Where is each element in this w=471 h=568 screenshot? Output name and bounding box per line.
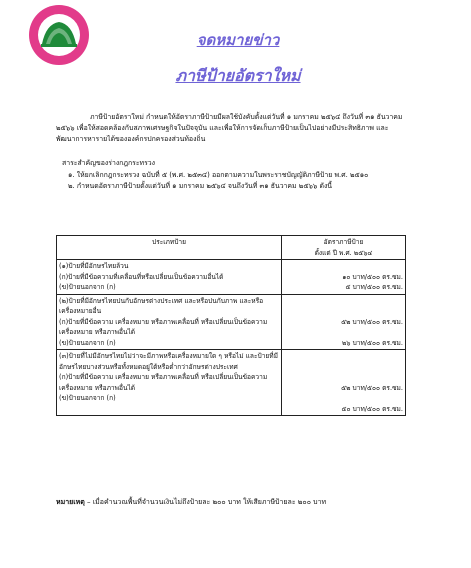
rate-cell: ๕๒ บาท/๕๐๐ ตร.ซม. ๕๐ บาท/๕๐๐ ตร.ซม. [282, 350, 406, 416]
summary-item: ๑. ให้ยกเลิกกฎกระทรวง ฉบับที่ ๕ (พ.ศ. ๒๕๓๔) ออกตามความในพระราชบัญญัติภาษีป้าย พ.ศ. ๒๕๑๐ [68, 170, 369, 179]
summary-section [62, 158, 408, 193]
rate-cell: ๕๒ บาท/๕๐๐ ตร.ซม. ๒๖ บาท/๕๐๐ ตร.ซม. [282, 294, 406, 350]
footnote-text: – เมื่อคำนวณพื้นที่จำนวนเงินไม่ถึงป้ายละ ๒๐๐ บาท ให้เสียภาษีป้ายละ ๒๐๐ บาท [84, 498, 327, 506]
newsletter-title: จดหมายข่าว [196, 31, 280, 49]
tax-rate-table [56, 235, 406, 416]
table-row [57, 350, 406, 416]
rate-cell: ๑๐ บาท/๕๐๐ ตร.ซม. ๕ บาท/๕๐๐ ตร.ซม. [282, 260, 406, 295]
footnote [56, 497, 326, 508]
newsletter-subtitle: ภาษีป้ายอัตราใหม่ [175, 66, 301, 85]
sign-type-cell: (๓)ป้ายที่ไม่มีอักษรไทยไม่ว่าจะมีภาพหรือเครื่องหมายใด ๆ หรือไม่ และป้ายที่มีอักษรไทยบางส่วนหรือทั้งหมดอยู่ใต้หรือต่ำกว่าอักษรต่างประเทศ (ก)ป้ายที่มีข้อความ เครื่องหมาย หรือภาพเคลื่อนที่ หรือเปลี่ยนเป็นข้อความเครื่องหมาย หรือภาพอื่นได้ (ข)ป้ายนอกจาก (ก) [57, 350, 282, 416]
header-sign-type: ประเภทป้าย [57, 236, 282, 260]
summary-heading: สาระสำคัญของร่างกฎกระทรวง [62, 159, 156, 167]
footnote-label: หมายเหตุ [56, 498, 85, 506]
header-rate: อัตราภาษีป้าย ตั้งแต่ ปี พ.ศ. ๒๕๖๔ [282, 236, 406, 260]
intro-paragraph [56, 112, 406, 145]
organization-logo [28, 4, 90, 66]
table-header-row [57, 236, 406, 260]
table-row [57, 260, 406, 295]
table-row [57, 294, 406, 350]
intro-text: ภาษีป้ายอัตราใหม่ กำหนดให้อัตราภาษีป้ายมีผลใช้บังคับตั้งแต่วันที่ ๑ มกราคม ๒๕๖๔ ถึงวันที่ ๓๑ ธันวาคม ๒๕๖๖ เพื่อให้สอดคล้องกับสภาพเศรษฐกิจในปัจจุบัน และเพื่อให้การจัดเก็บภาษีป้ายเป็นไปอย่างมีประสิทธิภาพ และพัฒนาการหารายได้ขององค์กรปกครองส่วนท้องถิ่น [56, 113, 403, 143]
sign-type-cell: (๑)ป้ายที่มีอักษรไทยล้วน (ก)ป้ายที่มีข้อความที่เคลื่อนที่หรือเปลี่ยนเป็นข้อความอื่นได้ (ข)ป้ายนอกจาก (ก) [57, 260, 282, 295]
summary-item: ๒. กำหนดอัตราภาษีป้ายตั้งแต่วันที่ ๑ มกราคม ๒๕๖๔ จนถึงวันที่ ๓๑ ธันวาคม ๒๕๖๖ ดังนี้ [68, 182, 333, 190]
sign-type-cell: (๒)ป้ายที่มีอักษรไทยปนกับอักษรต่างประเทศ และหรือปนกับภาพ และหรือเครื่องหมายอื่น (ก)ป้ายที่มีข้อความ เครื่องหมาย หรือภาพเคลื่อนที่ หรือเปลี่ยนเป็นข้อความเครื่องหมาย หรือภาพอื่นได้ (ข)ป้ายนอกจาก (ก) [57, 294, 282, 350]
